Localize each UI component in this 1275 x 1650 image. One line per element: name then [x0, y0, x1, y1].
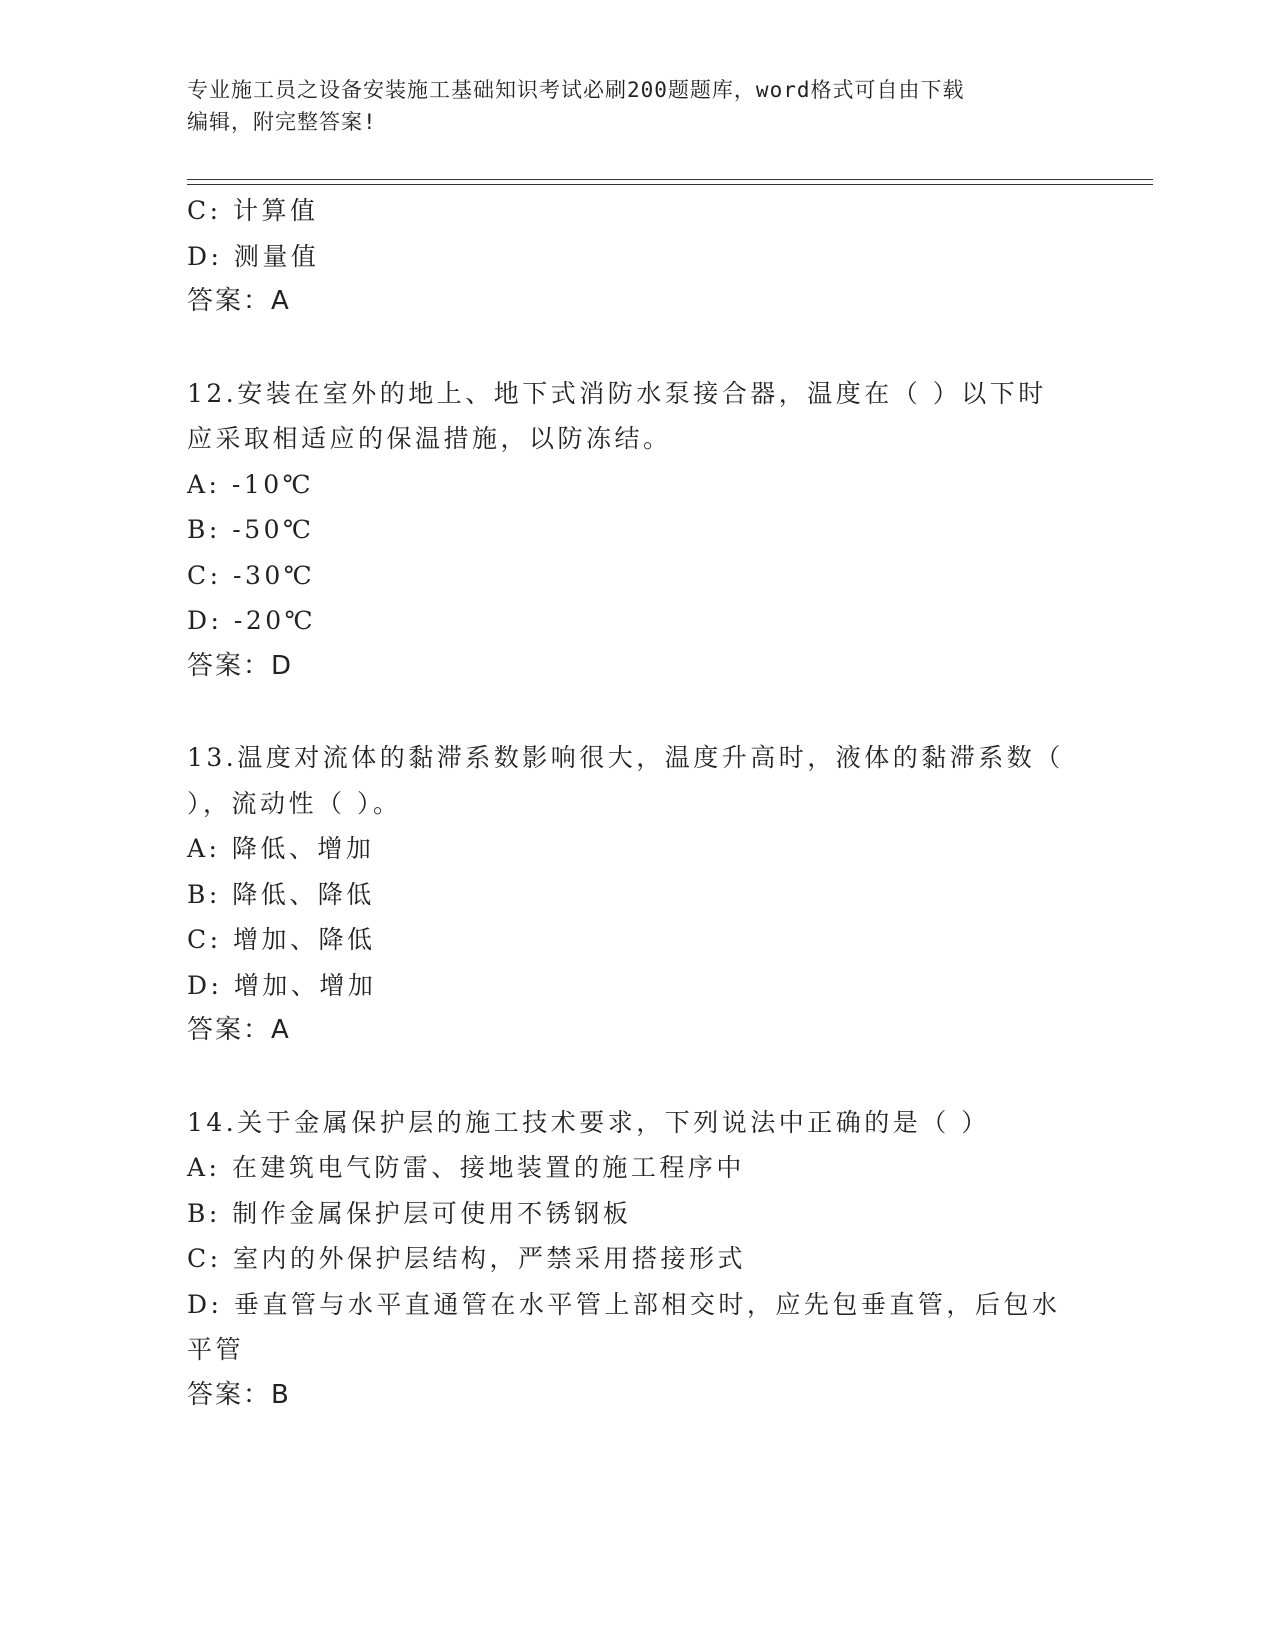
question-stem-line: 14.关于金属保护层的施工技术要求，下列说法中正确的是（ ）: [187, 1107, 990, 1137]
option-b: B: 降低、降低: [187, 879, 375, 909]
header-title-line-2: 编辑，附完整答案!: [187, 110, 377, 134]
header-title-line-1: 专业施工员之设备安装施工基础知识考试必刷200题题库，word格式可自由下载: [187, 78, 965, 102]
question-14: [187, 1100, 1087, 1419]
question-11: [187, 188, 1087, 325]
option-d-continuation: 平管: [187, 1335, 245, 1364]
question-stem-line: 应采取相适应的保温措施，以防冻结。: [187, 424, 672, 453]
option-d: D: 垂直管与水平直通管在水平管上部相交时，应先包垂直管，后包水: [187, 1289, 1061, 1319]
option-b: B: 制作金属保护层可使用不锈钢板: [187, 1198, 632, 1228]
question-list: [187, 188, 1087, 1418]
header-divider-top: [187, 179, 1153, 180]
option-a: A: -10℃: [187, 469, 315, 499]
option-c: C: -30℃: [187, 560, 316, 590]
answer-line: 答案：D: [187, 650, 294, 681]
answer-line: 答案：A: [187, 286, 291, 316]
option-c: C: 计算值: [187, 196, 319, 225]
option-c: C: 增加、降低: [187, 925, 376, 954]
option-c: C: 室内的外保护层结构，严禁采用搭接形式: [187, 1244, 746, 1273]
option-d: D: 增加、增加: [187, 970, 377, 1000]
option-a: A: 在建筑电气防雷、接地装置的施工程序中: [187, 1153, 745, 1182]
question-12: [187, 371, 1087, 690]
answer-line: 答案：A: [187, 1015, 291, 1045]
answer-line: 答案：B: [187, 1379, 291, 1410]
option-d: D: -20℃: [187, 606, 317, 635]
header-divider-bottom: [187, 184, 1153, 185]
option-b: B: -50℃: [187, 515, 315, 544]
question-spacer: [187, 1054, 1087, 1100]
question-spacer: [187, 689, 1087, 735]
question-stem-line: 13.温度对流体的黏滞系数影响很大，温度升高时，液体的黏滞系数（: [187, 743, 1064, 772]
question-spacer: [187, 325, 1087, 371]
question-13: [187, 735, 1087, 1054]
question-stem-line: ），流动性（ ）。: [187, 788, 402, 818]
question-stem-line: 12.安装在室外的地上、地下式消防水泵接合器，温度在（ ）以下时: [187, 378, 1047, 408]
document-header: [187, 74, 1087, 138]
option-d: D: 测量值: [187, 241, 320, 271]
option-a: A: 降低、增加: [187, 834, 375, 863]
